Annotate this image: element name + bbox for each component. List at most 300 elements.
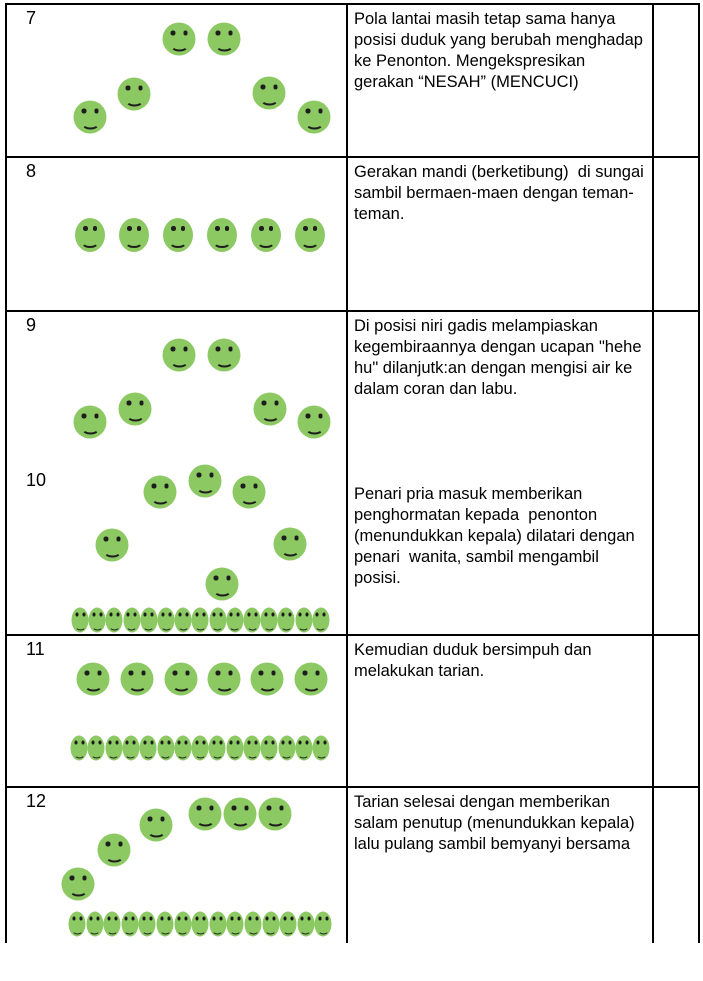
smile-mouth-icon: [196, 482, 214, 494]
eye-icon: [118, 842, 123, 847]
smile-mouth-icon: [125, 236, 143, 248]
audience-smiley-icon: [174, 736, 191, 761]
audience-smiley-icon: [71, 736, 88, 761]
smile-mouth-icon: [264, 750, 275, 759]
smile-mouth-icon: [266, 815, 284, 827]
eye-icon: [75, 613, 78, 617]
eye-icon: [129, 671, 134, 676]
smile-mouth-icon: [230, 926, 241, 935]
eye-icon: [185, 917, 188, 921]
smile-mouth-icon: [151, 493, 169, 505]
eye-icon: [82, 876, 87, 881]
eye-icon: [126, 86, 131, 91]
eye-icon: [212, 741, 215, 745]
smile-mouth-icon: [195, 622, 206, 631]
eye-icon: [316, 741, 319, 745]
eye-icon: [237, 613, 240, 617]
smile-mouth-icon: [318, 926, 329, 935]
smile-mouth-icon: [315, 622, 326, 631]
smile-mouth-icon: [142, 926, 153, 935]
eye-icon: [133, 741, 136, 745]
eye-icon: [303, 671, 308, 676]
audience-smiley-icon: [280, 912, 297, 937]
dancer-smiley-icon: [121, 663, 154, 696]
eye-icon: [74, 741, 77, 745]
audience-smiley-icon: [312, 608, 329, 633]
eye-icon: [264, 613, 267, 617]
audience-smiley-icon: [245, 912, 262, 937]
row-number: 12: [26, 791, 47, 811]
dancer-smiley-icon: [62, 868, 95, 901]
audience-smiley-icon: [88, 736, 105, 761]
eye-icon: [215, 226, 220, 231]
eye-icon: [318, 917, 321, 921]
dancer-smiley-icon: [207, 218, 237, 252]
smile-mouth-icon: [240, 493, 258, 505]
eye-icon: [79, 917, 82, 921]
eye-icon: [247, 741, 250, 745]
eye-icon: [255, 917, 258, 921]
smile-mouth-icon: [128, 680, 146, 692]
eye-icon: [313, 226, 318, 231]
eye-icon: [299, 613, 302, 617]
eye-icon: [178, 741, 181, 745]
eye-icon: [241, 484, 246, 489]
eye-icon: [138, 86, 143, 91]
eye-icon: [141, 671, 146, 676]
eye-icon: [279, 806, 284, 811]
dancer-smiley-icon: [144, 476, 177, 509]
audience-smiley-icon: [104, 912, 121, 937]
eye-icon: [82, 613, 85, 617]
smile-mouth-icon: [215, 680, 233, 692]
smile-mouth-icon: [91, 750, 102, 759]
eye-icon: [228, 31, 233, 36]
eye-icon: [220, 917, 223, 921]
eye-icon: [230, 613, 233, 617]
smile-mouth-icon: [316, 750, 327, 759]
eye-icon: [202, 613, 205, 617]
audience-smiley-icon: [209, 736, 226, 761]
audience-smiley-icon: [157, 736, 174, 761]
description-text: Kemudian duduk bersimpuh dan melakukan tarian.: [354, 641, 597, 680]
description-text: Pola lantai masih tetap sama hanya posisi duduk yang berubah menghadap ke Penonton. Mengekspresikan gerakan “NESAH” (MENCUCI): [354, 10, 648, 91]
table-row: [7, 158, 698, 312]
audience-smiley-icon: [174, 912, 191, 937]
eye-icon: [149, 917, 152, 921]
audience-smiley-icon: [106, 608, 123, 633]
eye-icon: [209, 473, 214, 478]
eye-icon: [142, 917, 145, 921]
row-number: 11: [26, 639, 45, 659]
eye-icon: [93, 226, 98, 231]
smile-mouth-icon: [265, 926, 276, 935]
eye-icon: [214, 576, 219, 581]
eye-icon: [152, 484, 157, 489]
dancer-smiley-icon: [206, 568, 239, 601]
eye-icon: [282, 741, 285, 745]
eye-icon: [92, 613, 95, 617]
eye-icon: [132, 917, 135, 921]
eye-icon: [197, 473, 202, 478]
audience-smiley-icon: [226, 736, 243, 761]
smile-mouth-icon: [177, 750, 188, 759]
audience-smiley-icon: [278, 736, 295, 761]
smile-mouth-icon: [281, 545, 299, 557]
eye-icon: [107, 917, 110, 921]
eye-icon: [116, 613, 119, 617]
eye-icon: [125, 917, 128, 921]
eye-icon: [259, 226, 264, 231]
eye-icon: [151, 613, 154, 617]
smile-mouth-icon: [260, 94, 278, 106]
eye-icon: [150, 741, 153, 745]
eye-icon: [178, 613, 181, 617]
eye-icon: [303, 226, 308, 231]
audience-smiley-icon: [295, 608, 312, 633]
dancer-formation: [7, 158, 698, 310]
eye-icon: [308, 917, 311, 921]
eye-icon: [70, 876, 75, 881]
eye-icon: [228, 671, 233, 676]
eye-icon: [183, 31, 188, 36]
eye-icon: [116, 537, 121, 542]
row-number: 7: [26, 8, 37, 28]
eye-icon: [216, 671, 221, 676]
eye-icon: [271, 741, 274, 745]
smile-mouth-icon: [107, 926, 118, 935]
table-row: [7, 312, 698, 636]
eye-icon: [254, 613, 257, 617]
smile-mouth-icon: [169, 236, 187, 248]
eye-icon: [160, 817, 165, 822]
smile-mouth-icon: [283, 926, 294, 935]
row-number: 8: [26, 161, 37, 181]
smile-mouth-icon: [195, 750, 206, 759]
smile-mouth-icon: [212, 750, 223, 759]
smile-mouth-icon: [109, 622, 120, 631]
eye-icon: [81, 741, 84, 745]
eye-icon: [171, 31, 176, 36]
smile-mouth-icon: [161, 622, 172, 631]
eye-icon: [219, 741, 222, 745]
audience-smiley-icon: [261, 608, 278, 633]
eye-icon: [97, 671, 102, 676]
eye-icon: [98, 741, 101, 745]
audience-smiley-icon: [313, 736, 330, 761]
table-row: [7, 5, 698, 158]
eye-icon: [315, 671, 320, 676]
eye-icon: [197, 806, 202, 811]
eye-icon: [306, 741, 309, 745]
smile-mouth-icon: [125, 750, 136, 759]
audience-smiley-icon: [157, 912, 174, 937]
smile-mouth-icon: [69, 885, 87, 897]
eye-icon: [168, 741, 171, 745]
smile-mouth-icon: [105, 851, 123, 863]
audience-smiley-icon: [227, 912, 244, 937]
eye-icon: [323, 741, 326, 745]
audience-smiley-icon: [89, 608, 106, 633]
audience-smiley-icon: [295, 736, 312, 761]
eye-icon: [195, 917, 198, 921]
eye-icon: [325, 917, 328, 921]
eye-icon: [299, 741, 302, 745]
description-text: Di posisi niri gadis melampiaskan kegembiraannya dengan ucapan "hehe hu" dilanjutk:an dengan mengisi air ke dalam coran dan labu.: [354, 317, 647, 398]
audience-smiley-icon: [315, 912, 332, 937]
smile-mouth-icon: [302, 680, 320, 692]
eye-icon: [281, 613, 284, 617]
eye-icon: [261, 85, 266, 90]
audience-smiley-icon: [86, 912, 103, 937]
eye-icon: [160, 917, 163, 921]
eye-icon: [225, 226, 230, 231]
eye-icon: [185, 741, 188, 745]
dancer-formation: [7, 312, 698, 634]
eye-icon: [271, 613, 274, 617]
eye-icon: [244, 806, 249, 811]
audience-smiley-icon: [261, 736, 278, 761]
eye-icon: [266, 917, 269, 921]
audience-smiley-icon: [175, 608, 192, 633]
dancer-smiley-icon: [224, 798, 257, 831]
eye-icon: [271, 671, 276, 676]
dancer-smiley-icon: [140, 809, 173, 842]
dancer-smiley-icon: [251, 218, 281, 252]
eye-icon: [318, 109, 323, 114]
eye-icon: [213, 613, 216, 617]
eye-icon: [127, 226, 132, 231]
eye-icon: [134, 613, 137, 617]
eye-icon: [232, 806, 237, 811]
smile-mouth-icon: [160, 750, 171, 759]
eye-icon: [226, 576, 231, 581]
dancer-smiley-icon: [165, 663, 198, 696]
audience-smiley-icon: [105, 736, 122, 761]
eye-icon: [195, 741, 198, 745]
dancer-smiley-icon: [208, 23, 241, 56]
audience-smiley-icon: [209, 608, 226, 633]
row-number: 9: [26, 315, 37, 335]
audience-smiley-icon: [244, 608, 261, 633]
eye-icon: [127, 613, 130, 617]
dancer-smiley-icon: [189, 465, 222, 498]
eye-icon: [209, 806, 214, 811]
smile-mouth-icon: [264, 622, 275, 631]
eye-icon: [290, 917, 293, 921]
smile-mouth-icon: [195, 926, 206, 935]
smile-mouth-icon: [212, 926, 223, 935]
audience-smiley-icon: [244, 736, 261, 761]
description-text: Penari pria masuk memberikan penghormatan kepada penonton (menundukkan kepala) dilatari dengan penari wanita, sambil mengambil posisi.: [354, 485, 640, 587]
smile-mouth-icon: [298, 622, 309, 631]
smile-mouth-icon: [298, 750, 309, 759]
audience-smiley-icon: [72, 608, 89, 633]
audience-smiley-icon: [140, 736, 157, 761]
dancer-smiley-icon: [77, 663, 110, 696]
eye-icon: [85, 671, 90, 676]
eye-icon: [161, 741, 164, 745]
smile-mouth-icon: [257, 236, 275, 248]
audience-smiley-icon: [121, 912, 138, 937]
dancer-smiley-icon: [251, 663, 284, 696]
eye-icon: [202, 917, 205, 921]
eye-icon: [267, 806, 272, 811]
smile-mouth-icon: [143, 750, 154, 759]
dancer-smiley-icon: [295, 218, 325, 252]
eye-icon: [248, 917, 251, 921]
eye-icon: [323, 613, 326, 617]
floor-pattern-table: [5, 3, 700, 943]
dancer-formation: [7, 5, 698, 156]
eye-icon: [213, 917, 216, 921]
audience-smiley-icon: [123, 608, 140, 633]
eye-icon: [247, 613, 250, 617]
eye-icon: [168, 613, 171, 617]
eye-icon: [171, 226, 176, 231]
eye-icon: [161, 613, 164, 617]
eye-icon: [230, 741, 233, 745]
audience-smiley-icon: [226, 608, 243, 633]
eye-icon: [273, 917, 276, 921]
audience-smiley-icon: [140, 608, 157, 633]
smile-mouth-icon: [281, 622, 292, 631]
smile-mouth-icon: [84, 680, 102, 692]
dancer-smiley-icon: [259, 798, 292, 831]
eye-icon: [114, 917, 117, 921]
smile-mouth-icon: [160, 926, 171, 935]
audience-smiley-icon: [69, 912, 86, 937]
eye-icon: [97, 917, 100, 921]
eye-icon: [269, 226, 274, 231]
eye-icon: [288, 613, 291, 617]
audience-smiley-icon: [139, 912, 156, 937]
eye-icon: [167, 917, 170, 921]
smile-mouth-icon: [229, 750, 240, 759]
audience-smiley-icon: [158, 608, 175, 633]
eye-icon: [282, 536, 287, 541]
dancer-smiley-icon: [189, 798, 222, 831]
dancer-smiley-icon: [118, 78, 151, 111]
dancer-formation: [7, 636, 698, 786]
table-row: [7, 788, 698, 943]
eye-icon: [144, 613, 147, 617]
description-text: Gerakan mandi (berketibung) di sungai sambil bermaen-maen dengan teman- teman.: [354, 163, 649, 223]
eye-icon: [306, 613, 309, 617]
smile-mouth-icon: [103, 546, 121, 558]
smile-mouth-icon: [126, 622, 137, 631]
eye-icon: [216, 31, 221, 36]
smile-mouth-icon: [196, 815, 214, 827]
eye-icon: [185, 671, 190, 676]
smile-mouth-icon: [248, 926, 259, 935]
smile-mouth-icon: [143, 622, 154, 631]
eye-icon: [264, 741, 267, 745]
smile-mouth-icon: [215, 40, 233, 52]
eye-icon: [164, 484, 169, 489]
eye-icon: [289, 741, 292, 745]
smile-mouth-icon: [247, 750, 258, 759]
smile-mouth-icon: [301, 236, 319, 248]
eye-icon: [137, 226, 142, 231]
eye-icon: [173, 671, 178, 676]
smile-mouth-icon: [92, 622, 103, 631]
smile-mouth-icon: [81, 236, 99, 248]
eye-icon: [273, 85, 278, 90]
eye-icon: [148, 817, 153, 822]
dancer-smiley-icon: [208, 663, 241, 696]
eye-icon: [283, 917, 286, 921]
audience-smiley-icon: [192, 912, 209, 937]
smile-mouth-icon: [81, 118, 99, 130]
eye-icon: [316, 613, 319, 617]
smile-mouth-icon: [213, 585, 231, 597]
eye-icon: [237, 741, 240, 745]
dancer-smiley-icon: [119, 218, 149, 252]
dancer-smiley-icon: [163, 218, 193, 252]
eye-icon: [126, 741, 129, 745]
audience-smiley-icon: [209, 912, 226, 937]
smile-mouth-icon: [231, 815, 249, 827]
smile-mouth-icon: [258, 680, 276, 692]
eye-icon: [109, 613, 112, 617]
row-number: 10: [26, 470, 47, 490]
audience-smiley-icon: [122, 736, 139, 761]
dancer-formation: [7, 788, 698, 943]
audience-smiley-icon: [262, 912, 279, 937]
eye-icon: [104, 537, 109, 542]
eye-icon: [90, 917, 93, 921]
smile-mouth-icon: [172, 680, 190, 692]
dancer-smiley-icon: [74, 101, 107, 134]
smile-mouth-icon: [124, 926, 135, 935]
table-row: [7, 636, 698, 788]
smile-mouth-icon: [305, 118, 323, 130]
eye-icon: [185, 613, 188, 617]
dancer-smiley-icon: [298, 101, 331, 134]
eye-icon: [254, 741, 257, 745]
eye-icon: [143, 741, 146, 745]
eye-icon: [82, 109, 87, 114]
eye-icon: [202, 741, 205, 745]
dancer-smiley-icon: [253, 77, 286, 110]
eye-icon: [253, 484, 258, 489]
audience-smiley-icon: [192, 608, 209, 633]
dancer-smiley-icon: [96, 529, 129, 562]
dancer-smiley-icon: [163, 23, 196, 56]
smile-mouth-icon: [213, 236, 231, 248]
smile-mouth-icon: [281, 750, 292, 759]
smile-mouth-icon: [89, 926, 100, 935]
audience-smiley-icon: [297, 912, 314, 937]
eye-icon: [72, 917, 75, 921]
dancer-smiley-icon: [274, 528, 307, 561]
eye-icon: [181, 226, 186, 231]
dancer-smiley-icon: [295, 663, 328, 696]
eye-icon: [237, 917, 240, 921]
dancer-smiley-icon: [98, 834, 131, 867]
smile-mouth-icon: [125, 95, 143, 107]
description-text: Tarian selesai dengan memberikan salam penutup (menundukkan kepala) lalu pulang sambil bemyanyi bersama: [354, 793, 640, 853]
smile-mouth-icon: [72, 926, 83, 935]
smile-mouth-icon: [229, 622, 240, 631]
eye-icon: [220, 613, 223, 617]
smile-mouth-icon: [300, 926, 311, 935]
smile-mouth-icon: [178, 622, 189, 631]
eye-icon: [306, 109, 311, 114]
eye-icon: [195, 613, 198, 617]
smile-mouth-icon: [247, 622, 258, 631]
